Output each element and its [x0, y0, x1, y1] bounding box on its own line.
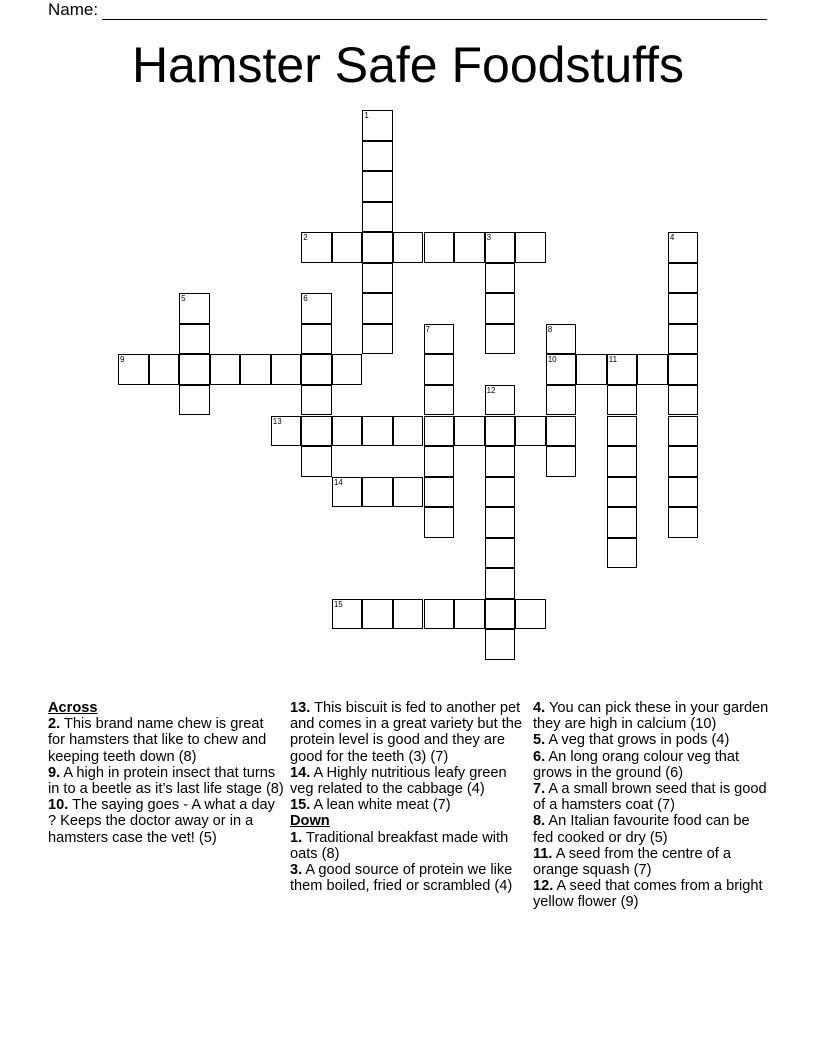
grid-cell[interactable]: [454, 416, 485, 447]
clue-item-number: 9.: [48, 764, 61, 781]
grid-cell[interactable]: [485, 446, 516, 477]
clue-item-number: 3.: [290, 862, 303, 879]
grid-cell[interactable]: [424, 354, 455, 385]
clue-item: [48, 765, 284, 797]
clue-number: 8: [547, 324, 553, 334]
clue-number: 10: [547, 355, 557, 365]
grid-cell[interactable]: [362, 110, 393, 141]
grid-cell[interactable]: [393, 477, 424, 508]
grid-cell[interactable]: [362, 232, 393, 263]
grid-cell[interactable]: [607, 385, 638, 416]
clue-item: [533, 749, 769, 781]
clue-item-number: 6.: [533, 748, 546, 765]
grid-cell[interactable]: [301, 416, 332, 447]
grid-cell[interactable]: [332, 232, 363, 263]
grid-cell[interactable]: [393, 416, 424, 447]
grid-cell[interactable]: [301, 446, 332, 477]
grid-cell[interactable]: [668, 324, 699, 355]
grid-cell[interactable]: [118, 354, 149, 385]
grid-cell[interactable]: [668, 477, 699, 508]
grid-cell[interactable]: [362, 171, 393, 202]
grid-cell[interactable]: [485, 599, 516, 630]
clue-item: [533, 846, 769, 878]
clue-number: 1: [364, 111, 369, 120]
grid-cell[interactable]: [546, 385, 577, 416]
grid-cell[interactable]: [485, 507, 516, 538]
clue-item-text: A lean white meat (7): [310, 797, 451, 814]
across-header: Across: [48, 700, 98, 716]
clue-item-text: Traditional breakfast made with oats (8): [290, 829, 509, 862]
clue-item-number: 14.: [290, 764, 311, 781]
grid-cell[interactable]: [240, 354, 271, 385]
clue-number: 11: [608, 355, 618, 365]
grid-cell[interactable]: [362, 416, 393, 447]
grid-cell[interactable]: [179, 293, 210, 324]
clue-item-text: A a small brown seed that is good of a hamsters coat (7): [533, 781, 767, 814]
grid-cell[interactable]: [515, 232, 546, 263]
grid-cell[interactable]: [607, 446, 638, 477]
clue-item: [533, 700, 769, 732]
clue-item-number: 7.: [533, 781, 546, 798]
grid-cell[interactable]: [668, 232, 699, 263]
grid-cell[interactable]: [332, 477, 363, 508]
grid-cell[interactable]: [515, 416, 546, 447]
clue-item-number: 15.: [290, 797, 311, 814]
grid-cell[interactable]: [424, 446, 455, 477]
grid-cell[interactable]: [362, 263, 393, 294]
grid-cell[interactable]: [301, 232, 332, 263]
grid-cell[interactable]: [607, 538, 638, 569]
grid-cell[interactable]: [271, 354, 302, 385]
grid-cell[interactable]: [301, 293, 332, 324]
clue-item-text: You can pick these in your garden they are high in calcium (10): [533, 700, 769, 733]
grid-cell[interactable]: [485, 263, 516, 294]
clue-number: 15: [333, 599, 343, 609]
grid-cell[interactable]: [485, 324, 516, 355]
grid-cell[interactable]: [271, 416, 302, 447]
clue-item: [533, 781, 769, 813]
clue-number: 9: [120, 355, 125, 365]
clue-item: [290, 797, 526, 813]
grid-cell[interactable]: [424, 232, 455, 263]
name-label: Name:: [48, 0, 99, 19]
grid-cell[interactable]: [179, 324, 210, 355]
grid-cell[interactable]: [424, 507, 455, 538]
grid-cell[interactable]: [637, 354, 668, 385]
grid-cell[interactable]: [485, 385, 516, 416]
grid-cell[interactable]: [485, 293, 516, 324]
clue-item-number: 1.: [290, 829, 303, 846]
grid-cell[interactable]: [424, 599, 455, 630]
grid-cell[interactable]: [668, 263, 699, 294]
grid-cell[interactable]: [424, 416, 455, 447]
grid-cell[interactable]: [546, 354, 577, 385]
clue-item-number: 5.: [533, 732, 546, 749]
clue-item: [290, 830, 526, 862]
grid-cell[interactable]: [301, 385, 332, 416]
clue-item-text: A high in protein insect that turns in to a beetle as it’s last life stage (8): [48, 764, 284, 798]
grid-cell[interactable]: [485, 538, 516, 569]
grid-cell[interactable]: [515, 599, 546, 630]
grid-cell[interactable]: [362, 477, 393, 508]
clue-item-number: 10.: [48, 797, 69, 814]
clue-item-text: The saying goes - A what a day ? Keeps the doctor away or in a hamsters case the vet! (5): [48, 797, 275, 846]
clue-item: [533, 813, 769, 845]
clue-item-text: This brand name chew is great for hamsters that like to chew and keeping teeth down (8): [48, 716, 267, 765]
clue-item-number: 13.: [290, 700, 311, 716]
clue-item-text: An Italian favourite food can be fed cooked or dry (5): [533, 813, 750, 846]
grid-cell[interactable]: [607, 477, 638, 508]
clue-item: [533, 732, 769, 748]
clues-column-2: [290, 700, 526, 894]
clue-item: [48, 716, 284, 765]
grid-cell[interactable]: [668, 354, 699, 385]
clue-item-text: An long orang colour veg that grows in the ground (6): [533, 748, 740, 781]
clue-item-text: A seed that comes from a bright yellow flower (9): [533, 878, 763, 911]
clue-item-number: 12.: [533, 878, 554, 895]
clue-item-number: 4.: [533, 700, 546, 716]
clue-number: 13: [272, 416, 282, 426]
grid-cell[interactable]: [607, 507, 638, 538]
grid-cell[interactable]: [424, 385, 455, 416]
grid-cell[interactable]: [454, 232, 485, 263]
clue-number: 7: [425, 324, 430, 334]
grid-cell[interactable]: [179, 385, 210, 416]
clue-number: 4: [669, 233, 675, 243]
clue-item: [290, 862, 526, 894]
grid-cell[interactable]: [332, 416, 363, 447]
grid-cell[interactable]: [668, 293, 699, 324]
grid-cell[interactable]: [332, 354, 363, 385]
clue-item-number: 8.: [533, 813, 546, 830]
grid-cell[interactable]: [668, 507, 699, 538]
grid-cell[interactable]: [179, 354, 210, 385]
clue-number: 14: [333, 477, 343, 487]
clue-item-text: A veg that grows in pods (4): [545, 732, 730, 749]
clue-number: 3: [486, 233, 492, 243]
clues-column-3: [533, 700, 769, 911]
grid-cell[interactable]: [362, 141, 393, 172]
grid-cell[interactable]: [454, 599, 485, 630]
grid-cell[interactable]: [485, 629, 516, 660]
grid-cell[interactable]: [485, 416, 516, 447]
grid-cell[interactable]: [362, 324, 393, 355]
grid-cell[interactable]: [393, 599, 424, 630]
grid-cell[interactable]: [485, 232, 516, 263]
grid-cell[interactable]: [149, 354, 180, 385]
clue-item-text: A good source of protein we like them boiled, fried or scrambled (4): [290, 862, 513, 895]
clue-number: 5: [181, 294, 186, 304]
grid-cell[interactable]: [546, 416, 577, 447]
grid-cell[interactable]: [668, 446, 699, 477]
grid-cell[interactable]: [362, 202, 393, 233]
grid-cell[interactable]: [485, 568, 516, 599]
grid-cell[interactable]: [362, 599, 393, 630]
grid-cell[interactable]: [301, 324, 332, 355]
clue-item-text: A Highly nutritious leafy green veg related to the cabbage (4): [290, 764, 507, 798]
grid-cell[interactable]: [607, 354, 638, 385]
clue-item-text: This biscuit is fed to another pet and comes in a great variety but the protein level is good and they are good for the teeth (3) (7): [290, 700, 523, 765]
grid-cell[interactable]: [485, 477, 516, 508]
clue-item-number: 2.: [48, 716, 61, 733]
grid-cell[interactable]: [362, 293, 393, 324]
clue-number: 2: [303, 233, 308, 243]
grid-cell[interactable]: [576, 354, 607, 385]
clue-item: [48, 797, 284, 846]
grid-cell[interactable]: [668, 385, 699, 416]
clue-number: 12: [486, 385, 496, 395]
grid-cell[interactable]: [668, 416, 699, 447]
grid-cell[interactable]: [210, 354, 241, 385]
clue-item-number: 11.: [533, 845, 553, 862]
clues-column-1: [48, 700, 284, 846]
grid-cell[interactable]: [607, 416, 638, 447]
clue-number: 6: [303, 294, 308, 304]
clue-item-text: A seed from the centre of a orange squash (7): [533, 845, 731, 879]
clue-item: [290, 700, 526, 765]
grid-cell[interactable]: [546, 324, 577, 355]
page-title: Hamster Safe Foodstuffs: [131, 37, 685, 93]
grid-cell[interactable]: [332, 599, 363, 630]
clue-item: [533, 878, 769, 910]
down-header: Down: [290, 813, 330, 830]
grid-cell[interactable]: [424, 477, 455, 508]
grid-cell[interactable]: [301, 354, 332, 385]
grid-cell[interactable]: [393, 232, 424, 263]
grid-cell[interactable]: [546, 446, 577, 477]
grid-cell[interactable]: [424, 324, 455, 355]
clue-item: [290, 765, 526, 797]
